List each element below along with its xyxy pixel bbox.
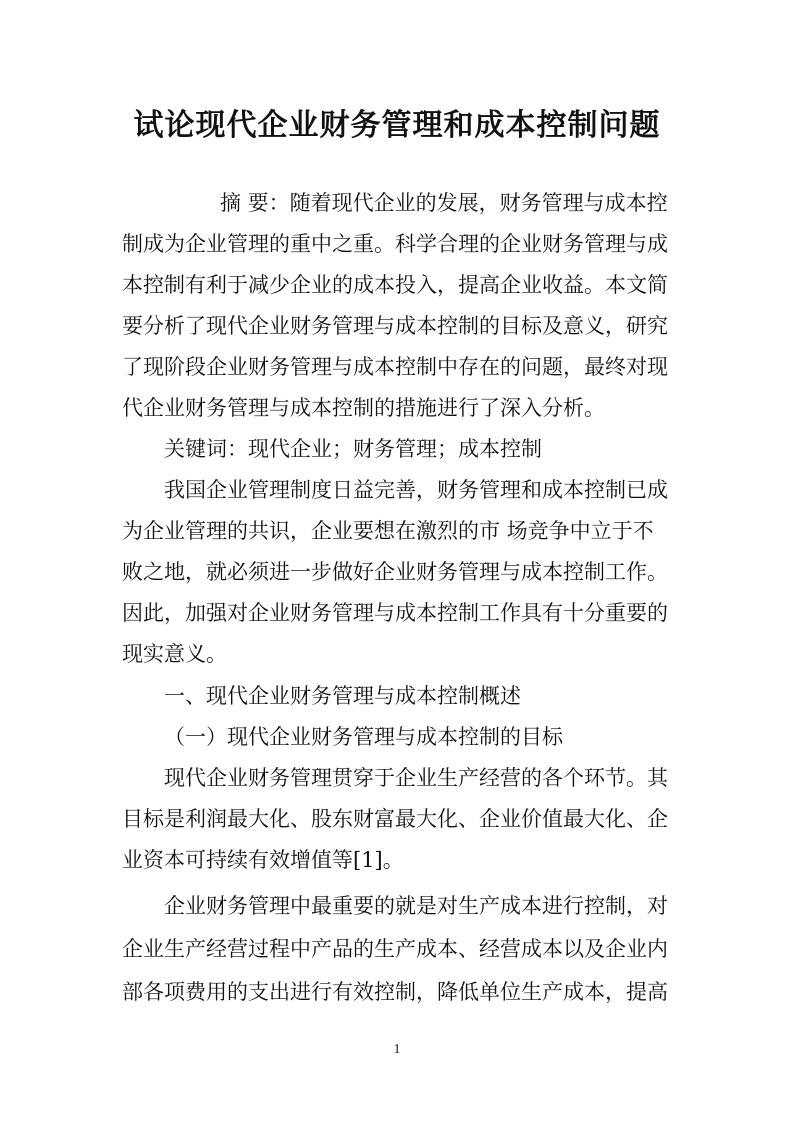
- abstract-line-6: 代企业财务管理与成本控制的措施进行了深入分析。: [122, 396, 605, 420]
- paragraph-1-line-3: 败之地，就必须进一步做好企业财务管理与成本控制工作。: [122, 560, 668, 584]
- abstract-line-4: 要分析了现代企业财务管理与成本控制的目标及意义，研究: [122, 314, 668, 338]
- abstract-line-3: 本控制有利于减少企业的成本投入，提高企业收益。本文简: [122, 273, 668, 297]
- paragraph-3-line-2: 企业生产经营过程中产品的生产成本、经营成本以及企业内: [122, 937, 668, 961]
- section-heading-1: 一、现代企业财务管理与成本控制概述: [164, 684, 521, 708]
- page-number: 1: [393, 1042, 401, 1057]
- paragraph-2-line-3: 业资本可持续有效增值等[1]。: [122, 848, 404, 872]
- abstract-line-5: 了现阶段企业财务管理与成本控制中存在的问题，最终对现: [122, 355, 668, 379]
- abstract-line-2: 制成为企业管理的重中之重。科学合理的企业财务管理与成: [122, 232, 668, 256]
- paragraph-3-line-1: 企业财务管理中最重要的就是对生产成本进行控制，对: [164, 894, 668, 918]
- paragraph-1-line-2: 为企业管理的共识，企业要想在激烈的市 场竞争中立于不: [122, 519, 654, 543]
- paragraph-1-line-1: 我国企业管理制度日益完善，财务管理和成本控制已成: [164, 478, 668, 502]
- paragraph-1-line-5: 现实意义。: [122, 642, 227, 666]
- subsection-heading-1: （一）现代企业财务管理与成本控制的目标: [164, 725, 563, 749]
- paragraph-2-line-2: 目标是利润最大化、股东财富最大化、企业价值最大化、企: [122, 807, 668, 831]
- abstract-line-1: 摘 要：随着现代企业的发展，财务管理与成本控: [220, 191, 668, 215]
- keywords-line: 关键词：现代企业；财务管理；成本控制: [164, 437, 542, 461]
- paragraph-1-line-4: 因此，加强对企业财务管理与成本控制工作具有十分重要的: [122, 601, 668, 625]
- document-title: 试论现代企业财务管理和成本控制问题: [133, 108, 661, 143]
- paragraph-2-line-1: 现代企业财务管理贯穿于企业生产经营的各个环节。其: [164, 766, 668, 790]
- paragraph-3-line-3: 部各项费用的支出进行有效控制，降低单位生产成本，提高: [122, 980, 668, 1004]
